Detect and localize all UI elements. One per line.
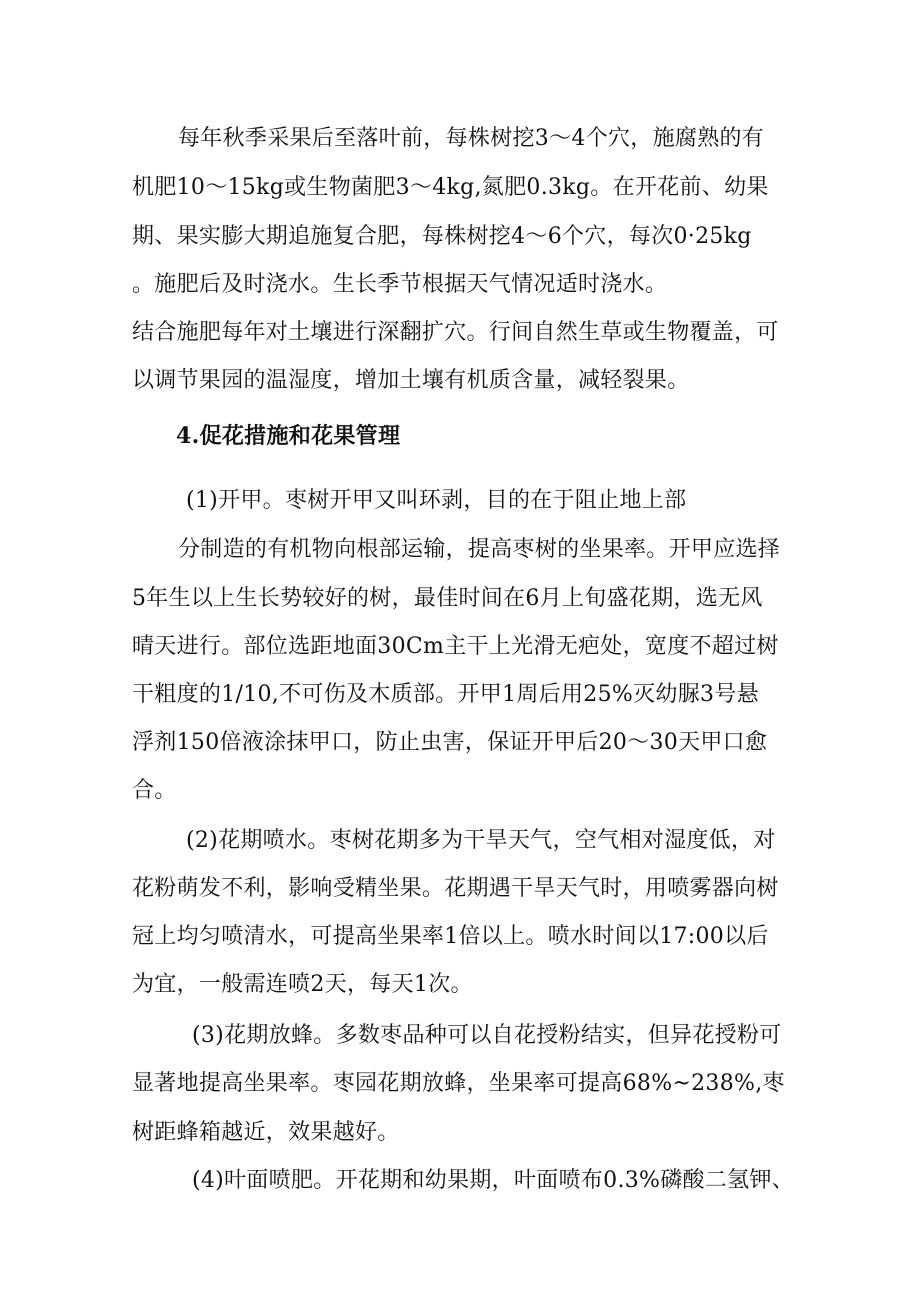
text-line: 树距蜂箱越近，效果越好。 (132, 1120, 400, 1145)
text-line: 机肥10～15kg或生物菌肥3～4kg,氮肥0.3kg。在开花前、幼果 (132, 175, 769, 200)
text-line: (1)开甲。枣树开甲又叫环剥，目的在于阻止地上部 (186, 488, 687, 513)
text-line: 浮剂150倍液涂抹甲口，防止虫害，保证开甲后20～30天甲口愈 (132, 730, 768, 755)
text-line: 为宜，一般需连喷2天，每天1次。 (132, 972, 473, 997)
text-line: 结合施肥每年对土壤进行深翻扩穴。行间自然生草或生物覆盖，可 (132, 320, 779, 345)
text-line: 花粉萌发不利，影响受精坐果。花期遇干旱天气时，用喷雾器向树 (132, 876, 779, 901)
text-line: 5年生以上生长势较好的树，最佳时间在6月上旬盛花期，选无风 (132, 586, 763, 611)
text-line: 冠上均匀喷清水，可提高坐果率1倍以上。喷水时间以17:00以后 (132, 924, 769, 949)
text-line: (2)花期喷水。枣树花期多为干旱天气，空气相对湿度低，对 (186, 828, 776, 853)
text-line: 干粗度的1/10,不可伤及木质部。开甲1周后用25%灭幼脲3号悬 (132, 682, 759, 707)
text-line: 每年秋季采果后至落叶前，每株树挖3～4个穴，施腐熟的有 (178, 126, 765, 151)
section-heading: 4.促花措施和花果管理 (176, 423, 401, 449)
text-line: 合。 (132, 778, 177, 803)
text-line: 晴天进行。部位选距地面30Cm主干上光滑无疤处，宽度不超过树 (132, 634, 779, 659)
text-line: 以调节果园的温湿度，增加土壤有机质含量，减轻裂果。 (132, 368, 690, 393)
text-line: 。施肥后及时浇水。生长季节根据天气情况适时浇水。 (132, 272, 668, 297)
text-line: (4)叶面喷肥。开花期和幼果期，叶面喷布0.3%磷酸二氢钾、 (192, 1168, 795, 1193)
text-line: (3)花期放蜂。多数枣品种可以自花授粉结实，但异花授粉可 (192, 1023, 782, 1048)
text-line: 分制造的有机物向根部运输，提高枣树的坐果率。开甲应选择 (178, 537, 781, 562)
text-line: 显著地提高坐果率。枣园花期放蜂，坐果率可提高68%~238%,枣 (132, 1071, 785, 1096)
text-line: 期、果实膨大期追施复合肥，每株树挖4～6个穴，每次0·25kg (132, 224, 752, 249)
